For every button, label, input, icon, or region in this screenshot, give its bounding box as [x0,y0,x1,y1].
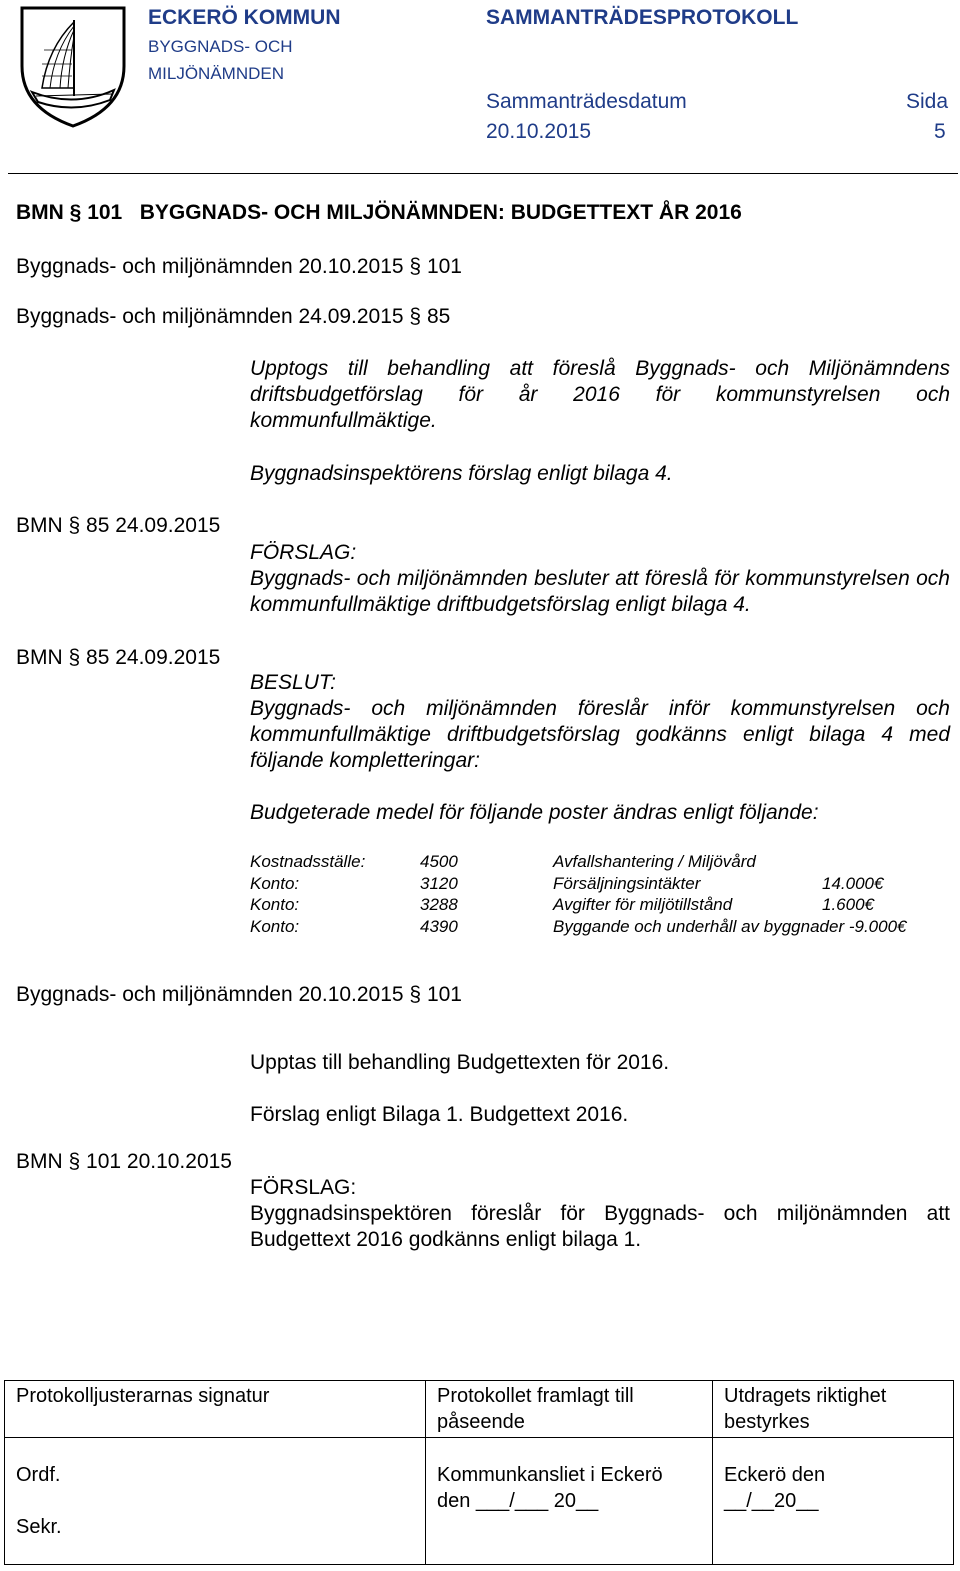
decision-label: BESLUT: [250,671,336,694]
budget-row-label: Kostnadsställe: [250,852,366,871]
history-ref-bmn-101: Byggnads- och miljönämnden 20.10.2015 § 101 [16,255,462,278]
budget-row-desc: Försäljningsintäkter [553,874,701,893]
budget-row-desc: Avfallshantering / Miljövård [553,852,756,871]
history-ref-bmn-85: Byggnads- och miljönämnden 24.09.2015 § 85 [16,305,451,328]
current-proposal-label: FÖRSLAG: [250,1176,357,1199]
section-title: BMN § 101 BYGGNADS- OCH MILJÖNÄMNDEN: BUDGETTEXT ÅR 2016 [16,201,742,224]
budget-row-code: 3120 [420,874,458,893]
intro-paragraph: Upptogs till behandling att föreslå Byggnads- och Miljönämndens driftsbudgetförslag för år 2016 för kommunstyrelsen och kommunfullmäktige. [250,357,950,432]
proposal-reference: Förslag enligt Bilaga 1. Budgettext 2016. [250,1103,629,1126]
page-label: Sida [906,90,949,113]
board-name-line2: MILJÖNÄMNDEN [148,64,285,83]
secretary-label: Sekr. [16,1516,62,1538]
page-number: 5 [934,120,946,143]
signature-heading: Protokolljusterarnas signatur [5,1381,426,1438]
budget-row-label: Konto: [250,874,300,893]
budget-row-amount: 14.000€ [822,874,884,893]
municipality-name: ECKERÖ KOMMUN [148,6,341,29]
display-heading: Protokollet framlagt till påseende [426,1381,713,1438]
board-name-line1: BYGGNADS- OCH [148,37,293,56]
header-divider [8,173,958,174]
appendix-note: Byggnadsinspektörens förslag enligt bilaga 4. [250,462,673,485]
budget-row-desc: Avgifter för miljötillstånd [553,895,733,914]
display-cell: Kommunkansliet i Eckerö den ___/___ 20__ [426,1438,713,1565]
current-proposal-text: Byggnadsinspektören föreslår för Byggnads- och miljönämnden att Budgettext 2016 godkänns enligt bilaga 1. [250,1202,950,1251]
certification-cell: Eckerö den __/__20__ [713,1438,954,1565]
signature-table [4,1380,954,1565]
current-ref-bmn-101: Byggnads- och miljönämnden 20.10.2015 § 101 [16,983,462,1006]
budget-intro: Budgeterade medel för följande poster ändras enligt följande: [250,801,819,824]
proposal-label: FÖRSLAG: [250,541,357,564]
municipal-coat-of-arms-icon [14,4,132,130]
budget-row-desc: Byggande och underhåll av byggnader -9.000€ [553,917,907,936]
decision-text: Byggnads- och miljönämnden föreslår inför kommunstyrelsen och kommunfullmäktige driftbudgetsförslag godkänns enligt bilaga 4 med följande kompletteringar: [250,697,950,772]
budget-row-label: Konto: [250,895,300,914]
proposal-text: Byggnads- och miljönämnden besluter att föreslå för kommunstyrelsen och kommunfullmäktige driftbudgetsförslag enligt bilaga 4. [250,567,950,616]
document-type: SAMMANTRÄDESPROTOKOLL [486,6,799,29]
budget-row-code: 4500 [420,852,458,871]
signature-cell [5,1438,426,1565]
ref-bmn-101-proposal: BMN § 101 20.10.2015 [16,1150,232,1173]
taken-up-text: Upptas till behandling Budgettexten för 2016. [250,1051,670,1074]
display-date-blank: den ___/___ 20__ [437,1490,599,1512]
budget-row-label: Konto: [250,917,300,936]
ref-bmn-85-decision: BMN § 85 24.09.2015 [16,646,221,669]
meeting-date: 20.10.2015 [486,120,592,143]
certification-heading: Utdragets riktighet bestyrkes [713,1381,954,1438]
meeting-date-label: Sammanträdesdatum [486,90,687,113]
budget-row-amount: 1.600€ [822,895,874,914]
certification-date-blank: __/__20__ [724,1490,819,1512]
chair-label: Ordf. [16,1464,61,1486]
ref-bmn-85-proposal: BMN § 85 24.09.2015 [16,514,221,537]
budget-row-code: 3288 [420,895,458,914]
budget-row-code: 4390 [420,917,458,936]
